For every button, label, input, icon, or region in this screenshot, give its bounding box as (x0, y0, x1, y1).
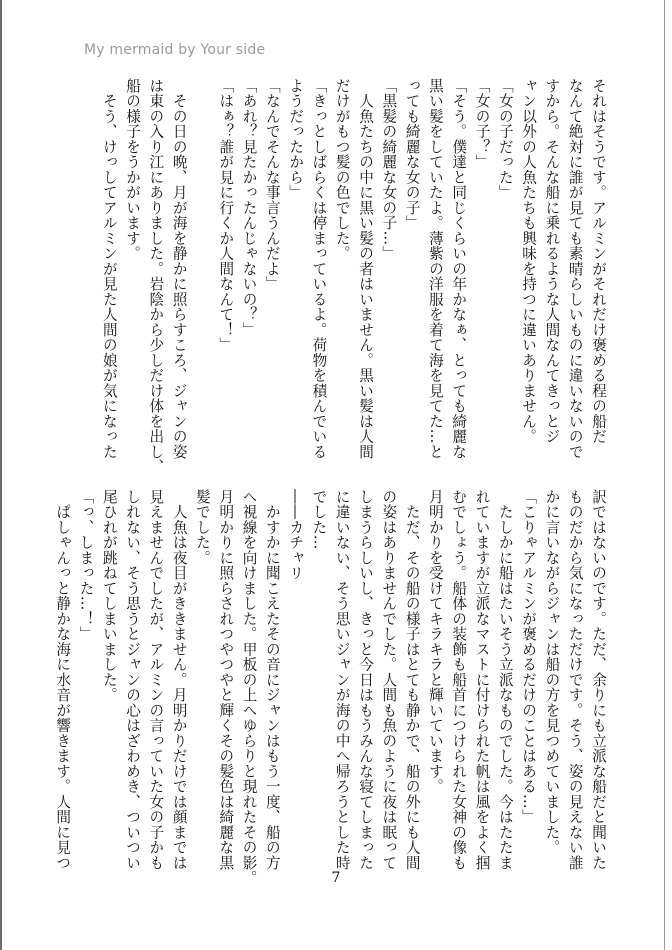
text-line: その日の晩、月が海を静かに照らすころ、ジャンの姿 (170, 78, 188, 460)
text-line: 人魚は夜目がききません。月明かりだけでは顔までは (170, 489, 188, 871)
text-line (191, 78, 214, 458)
text-line: しまうらしいし、きっと今日はもうみんな寝てしまった (357, 489, 375, 871)
text-line: 「っ、しまった…！」 (77, 489, 95, 642)
text-line: ようだったから」 (287, 78, 305, 200)
text-line: 訳ではないのです。ただ、余りにも立派な船だと聞いた (590, 489, 607, 871)
text-line: 「黒髪の綺麗な女の子…」 (380, 78, 398, 261)
text-line: 黒い髪をしていたよ。薄紫の洋服を着て海を見てた…と (426, 78, 444, 460)
text-line: なんて絶対に誰が見ても素晴らしいものに違いないので (566, 78, 584, 460)
text-line: れていますが立派なマストに付けられた帆は風をよく掴 (473, 489, 491, 871)
text-line: 尾ひれが跳ねてしまいました。 (100, 489, 118, 703)
text-line: 人魚たちの中に黒い髪の者はいません。黒い髪は人間 (357, 78, 375, 460)
text-line: 「女の子だった」 (496, 78, 514, 200)
text-line: 「なんでそんな事言うんだよ」 (263, 78, 281, 292)
text-line: 「こりゃアルミンが褒めるだけのことはある…」 (520, 489, 538, 825)
text-line: 「はぁ？誰が見に行くか人間なんて！」 (217, 78, 235, 353)
text-line: ぱしゃんっと静かな海に水音が響きます。人間に見つ (54, 489, 72, 871)
text-line: 見えませんでしたが、アルミンの言っていた女の子かも (147, 489, 165, 871)
page-number: 7 (331, 870, 341, 886)
text-block-top (97, 78, 610, 475)
text-line: に違いない、そう思いジャンが海の中へ帰ろうとした時 (333, 489, 351, 871)
text-line: 月明かりを受けてキラキラと輝いています。 (426, 489, 444, 794)
text-line: ただ、その船の様子はとても静かで、船の外にも人間 (403, 489, 421, 871)
text-line: かに言いながらジャンは船の方を見つめていました。 (543, 489, 561, 855)
text-line: そう、けっしてアルミンが見た人間の娘が気になった (100, 78, 118, 460)
text-line: ャン以外の人魚たちも興味を持つに違いありません。 (520, 78, 538, 444)
text-line: 月明かりに照らされつやつやと輝くその髪色は綺麗な黒 (217, 489, 235, 871)
text-block-bottom (51, 489, 610, 886)
text-line: 髪でした。 (193, 489, 211, 566)
text-line: ――カチャリ (287, 489, 305, 581)
text-line: 「あれ？見たかったんじゃないの？」 (240, 78, 258, 338)
text-line: っても綺麗な女の子」 (403, 78, 421, 231)
running-title: My mermaid by Your side (84, 42, 266, 58)
text-line: それはそうです。アルミンがそれだけ褒める程の船だ (590, 78, 607, 444)
text-line: 「そう。僕達と同じくらいの年かなぁ、とっても綺麗な (450, 78, 468, 460)
text-line: むでしょう。船体の装飾も船首につけられた女神の像も (450, 489, 468, 871)
text-line: の姿はありませんでした。人間も魚のように夜は眠って (380, 489, 398, 871)
text-line: は東の入り江にありました。岩陰から少しだけ体を出し、 (147, 78, 165, 475)
text-line: たしかに船はたいそう立派なものでした。今はたたま (496, 489, 514, 871)
text-line: しれない、そう思うとジャンの心はざわめき、ついつい (124, 489, 142, 871)
text-line: へ視線を向けました。甲板の上へゆらりと現れたその影。 (240, 489, 258, 886)
text-line: 船の様子をうかがいます。 (124, 78, 142, 261)
text-line: 「きっとしばらくは停まっているよ。荷物を積んでいる (310, 78, 328, 460)
text-line: ものだから気になっただけです。そう、姿の見えない誰 (566, 489, 584, 871)
text-line: 「女の子？」 (473, 78, 491, 170)
text-line: かすかに聞こえたその音にジャンはもう一度、船の方 (263, 489, 281, 871)
page-edge-left (0, 0, 2, 950)
text-line: すから。そんな船に乗れるような人間なんてきっとジ (543, 78, 561, 444)
text-line: でした… (310, 489, 328, 550)
page-edge-right (664, 0, 665, 950)
text-line: だけがもつ髪の色でした。 (333, 78, 351, 261)
